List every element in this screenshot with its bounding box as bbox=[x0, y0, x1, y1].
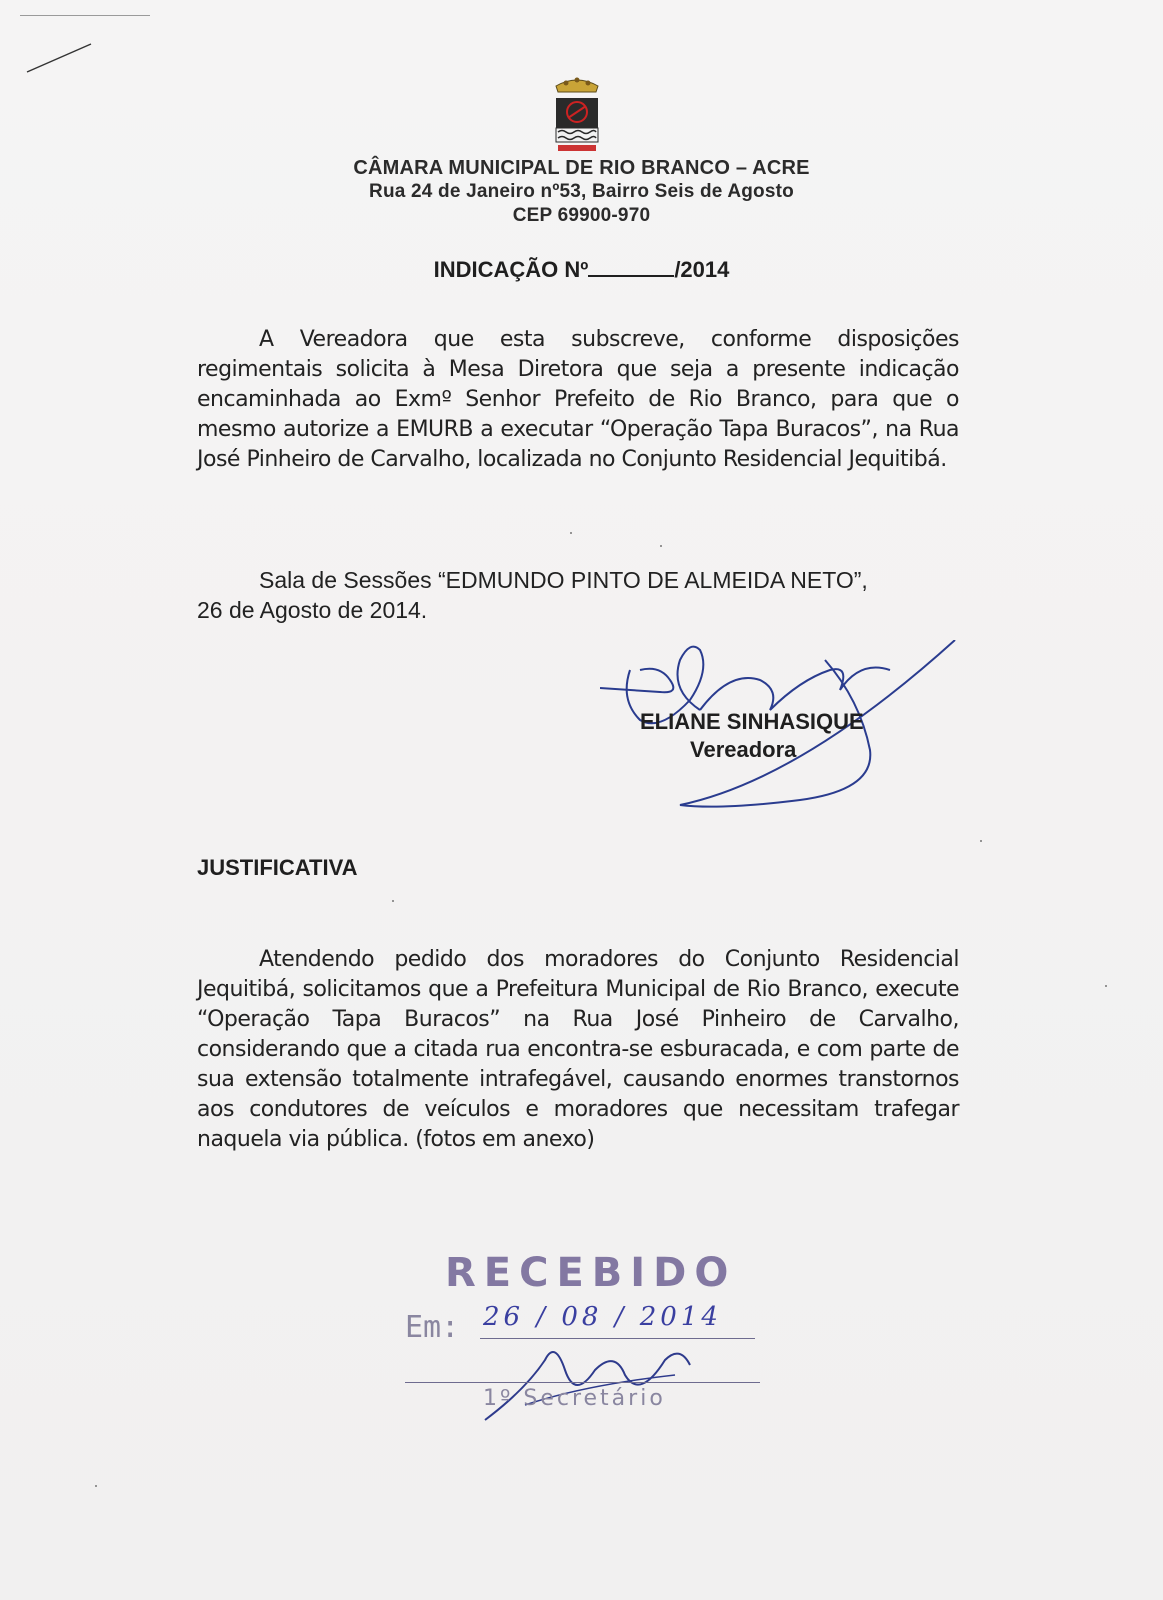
session-date: 26 de Agosto de 2014. bbox=[197, 597, 428, 623]
stamp-em-label: Em: bbox=[405, 1310, 460, 1345]
scan-artifact-line bbox=[20, 15, 150, 16]
justification-heading: JUSTIFICATIVA bbox=[197, 855, 358, 880]
request-paragraph bbox=[197, 325, 959, 475]
document-title bbox=[0, 257, 1163, 283]
indicacao-prefix: INDICAÇÃO Nº bbox=[433, 257, 589, 282]
received-stamp bbox=[405, 1250, 785, 1430]
session-room: Sala de Sessões “EDMUNDO PINTO DE ALMEIDA NETO”, bbox=[259, 567, 868, 593]
scan-speck bbox=[1105, 985, 1107, 987]
request-paragraph-text: A Vereadora que esta subscreve, conforme disposições regimentais solicita à Mesa Diretora que seja a presente indicação encaminhada ao Exmº Senhor Prefeito de Rio Branco, para que o mesmo autorize a EMURB a executar “Operação Tapa Buracos”, na Rua José Pinheiro de Carvalho, localizada no Conjunto Residencial Jequitibá. bbox=[197, 327, 959, 472]
signer-name: ELIANE SINHASIQUE bbox=[640, 709, 864, 734]
coat-of-arms-logo bbox=[548, 72, 606, 158]
stamp-signature-line bbox=[405, 1382, 760, 1383]
indicacao-year: /2014 bbox=[674, 257, 730, 282]
indicacao-number-blank bbox=[588, 257, 674, 277]
stamp-secretary-title: 1º Secretário bbox=[483, 1386, 666, 1411]
institution-header bbox=[0, 156, 1163, 228]
justification-paragraph bbox=[197, 945, 959, 1155]
stamp-date: 26 / 08 / 2014 bbox=[483, 1302, 722, 1332]
signer-role: Vereadora bbox=[690, 737, 797, 762]
scan-speck bbox=[660, 545, 662, 547]
header-postal-code: CEP 69900-970 bbox=[512, 205, 651, 226]
scan-speck bbox=[570, 532, 572, 534]
signer-block bbox=[640, 708, 920, 764]
scan-speck bbox=[95, 1485, 97, 1487]
header-address: Rua 24 de Janeiro nº53, Bairro Seis de Agosto bbox=[369, 181, 794, 202]
session-location-date bbox=[197, 565, 957, 625]
scan-speck bbox=[392, 900, 394, 902]
stamp-title: RECEBIDO bbox=[445, 1250, 737, 1296]
scan-artifact-mark bbox=[25, 40, 95, 76]
header-institution-name: CÂMARA MUNICIPAL DE RIO BRANCO – ACRE bbox=[353, 157, 810, 179]
justification-paragraph-text: Atendendo pedido dos moradores do Conjunto Residencial Jequitibá, solicitamos que a Prefeitura Municipal de Rio Branco, execute “Operação Tapa Buracos” na Rua José Pinheiro de Carvalho, considerando que a citada rua encontra-se esburacada, e com parte de sua extensão totalmente intrafegável, causando enormes transtornos aos condutores de veículos e moradores que necessitam trafegar naquela via pública. (fotos em anexo) bbox=[197, 947, 959, 1152]
scan-speck bbox=[980, 840, 982, 842]
stamp-signature bbox=[465, 1330, 705, 1430]
